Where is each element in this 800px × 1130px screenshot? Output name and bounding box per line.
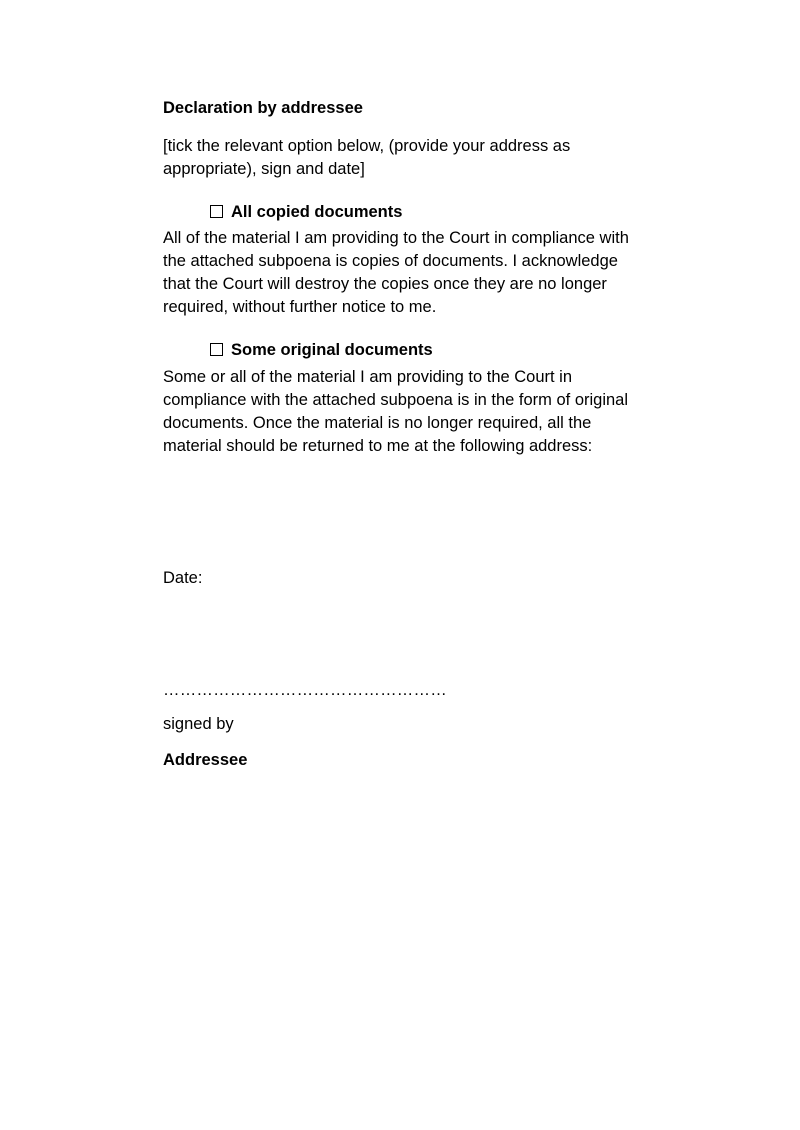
date-label: Date: bbox=[163, 569, 203, 587]
signed-by-label: signed by bbox=[163, 715, 234, 733]
option-label-some-original: Some original documents bbox=[231, 341, 433, 359]
signature-line: …………………………………………… bbox=[163, 681, 447, 699]
checkbox-icon[interactable] bbox=[210, 343, 223, 356]
instruction-text: [tick the relevant option below, (provide your address as appropriate), sign and date] bbox=[163, 137, 571, 178]
option-all-copied[interactable] bbox=[210, 201, 402, 224]
option-some-original[interactable] bbox=[210, 339, 433, 362]
option-text-all-copied: All of the material I am providing to the Court in compliance with the attached subpoena is copies of documents. I acknowledge that the Court will destroy the copies once they are no longer required, without further notice to me. bbox=[163, 229, 629, 316]
option-text-some-original: Some or all of the material I am providing to the Court in compliance with the attached subpoena is in the form of original documents. Once the material is no longer required, all the material should be returned to me at the following address: bbox=[163, 368, 629, 455]
option-label-all-copied: All copied documents bbox=[231, 203, 403, 221]
checkbox-icon[interactable] bbox=[210, 205, 223, 218]
declaration-heading: Declaration by addressee bbox=[163, 99, 363, 117]
signer-name: Addressee bbox=[163, 751, 248, 769]
